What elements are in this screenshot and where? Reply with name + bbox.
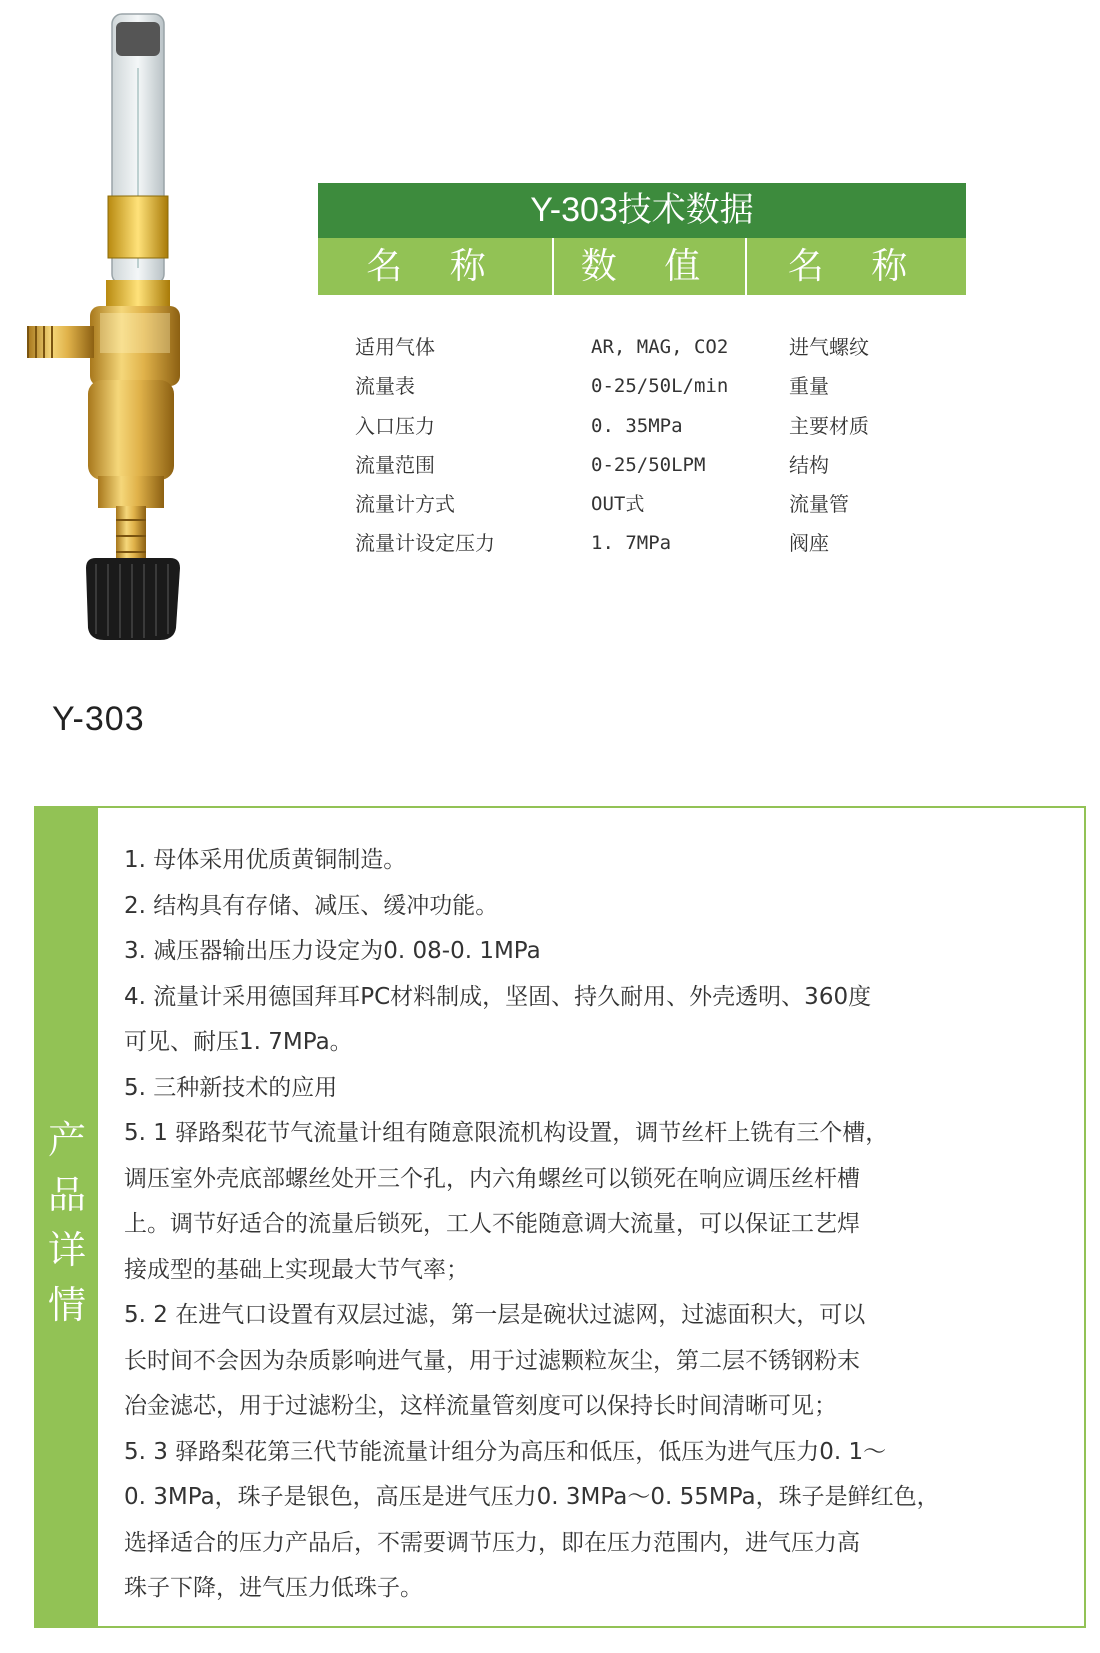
details-title-char: 详	[47, 1228, 86, 1272]
details-line: 5. 三种新技术的应用	[124, 1074, 338, 1101]
details-title	[36, 1113, 98, 1333]
table-row	[355, 524, 975, 563]
spec-name-2: 进气螺纹	[789, 335, 869, 359]
table-row	[355, 485, 975, 524]
details-line: 0. 3MPa，珠子是银色，高压是进气压力0. 3MPa～0. 55MPa，珠子是鲜红色，	[124, 1484, 940, 1510]
spec-value: 0-25/50L/min	[591, 375, 729, 398]
column-header-name: 名 称	[318, 238, 554, 295]
details-line: 选择适合的压力产品后，不需要调节压力，即在压力范围内，进气压力高	[124, 1529, 860, 1556]
details-line: 调压室外壳底部螺丝处开三个孔，内六角螺丝可以锁死在响应调压丝杆槽	[124, 1165, 860, 1192]
spec-name-2: 阀座	[789, 531, 829, 556]
column-header-value: 数 值	[554, 238, 747, 295]
spec-name-2: 流量管	[789, 492, 849, 517]
flowmeter-product-image	[20, 8, 200, 668]
details-sidebar	[36, 808, 98, 1626]
details-line: 5. 2 在进气口设置有双层过滤，第一层是碗状过滤网，过滤面积大，可以	[124, 1302, 866, 1328]
spec-name: 流量表	[355, 374, 415, 399]
details-line: 5. 1 驿路梨花节气流量计组有随意限流机构设置，调节丝杆上铣有三个槽，	[124, 1120, 889, 1146]
spec-value: AR, MAG, CO2	[591, 336, 729, 358]
model-label: Y-303	[52, 700, 145, 738]
spec-value: 0. 35MPa	[591, 414, 683, 437]
spec-name: 适用气体	[355, 335, 435, 359]
spec-value: 0-25/50LPM	[591, 453, 706, 476]
details-line: 冶金滤芯，用于过滤粉尘，这样流量管刻度可以保持长时间清晰可见；	[124, 1393, 837, 1419]
details-title-char: 情	[47, 1283, 86, 1327]
table-row	[355, 367, 975, 406]
details-line: 可见、耐压1. 7MPa。	[124, 1029, 353, 1055]
product-details-box	[34, 806, 1086, 1628]
details-title-char: 品	[47, 1173, 86, 1217]
details-line: 2. 结构具有存储、减压、缓冲功能。	[124, 892, 499, 919]
spec-name: 入口压力	[355, 413, 435, 438]
spec-table-title: Y-303技术数据	[318, 183, 966, 238]
spec-name-2: 结构	[789, 452, 829, 477]
details-line: 上。调节好适合的流量后锁死，工人不能随意调大流量，可以保证工艺焊	[124, 1211, 860, 1237]
details-line: 珠子下降，进气压力低珠子。	[124, 1575, 423, 1601]
spec-value: OUT式	[591, 493, 645, 516]
details-line: 1. 母体采用优质黄铜制造。	[124, 847, 407, 873]
table-row	[355, 446, 975, 485]
details-line: 长时间不会因为杂质影响进气量，用于过滤颗粒灰尘，第二层不锈钢粉末	[124, 1347, 860, 1374]
spec-value: 1. 7MPa	[591, 532, 672, 555]
spec-name: 流量计设定压力	[355, 531, 495, 556]
spec-table-column-header	[318, 238, 966, 295]
table-row	[355, 328, 975, 367]
spec-table-body	[355, 328, 975, 564]
details-line: 接成型的基础上实现最大节气率；	[124, 1256, 469, 1283]
details-text	[124, 838, 1074, 1612]
spec-name-2: 重量	[789, 374, 829, 399]
spec-name-2: 主要材质	[789, 413, 869, 438]
details-line: 3. 减压器输出压力设定为0. 08-0. 1MPa	[124, 938, 541, 964]
table-row	[355, 407, 975, 446]
details-title-char: 产	[47, 1118, 86, 1162]
spec-name: 流量范围	[355, 452, 435, 477]
column-header-name-2: 名 称	[787, 246, 926, 287]
spec-name: 流量计方式	[355, 492, 455, 517]
details-line: 5. 3 驿路梨花第三代节能流量计组分为高压和低压，低压为进气压力0. 1～	[124, 1438, 887, 1465]
details-line: 4. 流量计采用德国拜耳PC材料制成，坚固、持久耐用、外壳透明、360度	[124, 983, 872, 1010]
